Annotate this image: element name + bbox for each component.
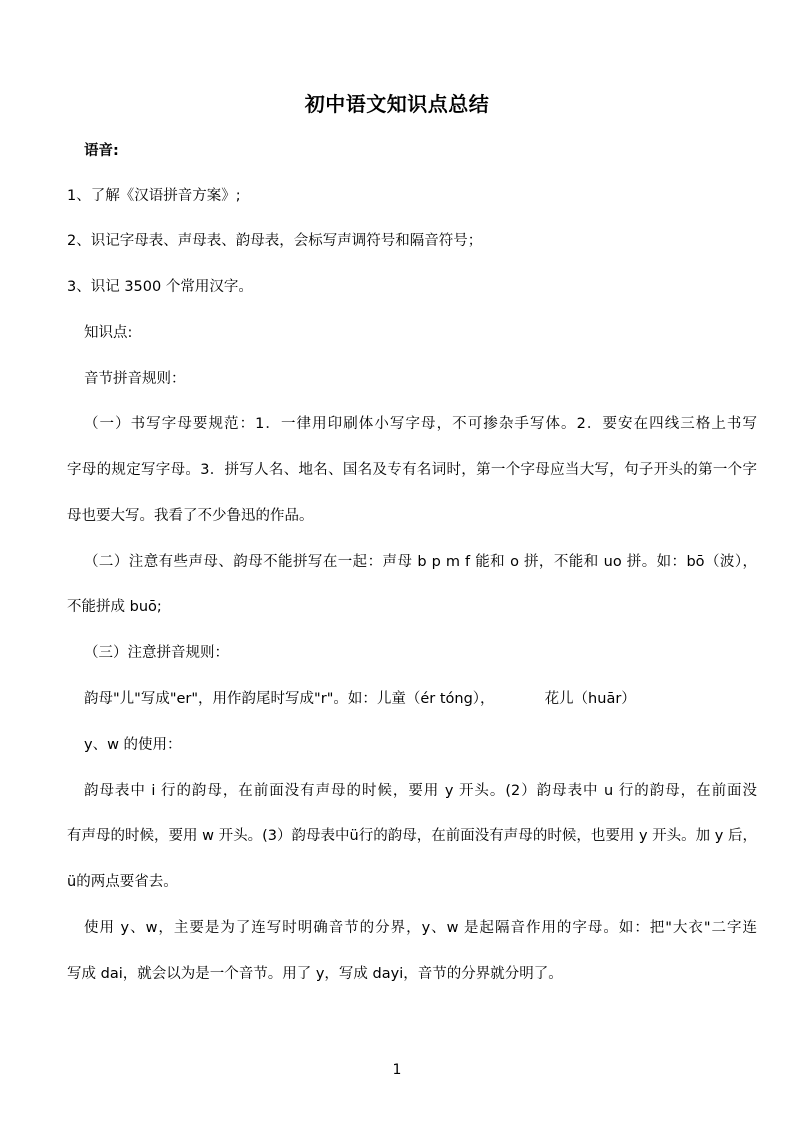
document-title: 初中语文知识点总结 (304, 92, 490, 116)
list-item-3: 3、识记 3500 个常用汉字。 (67, 279, 253, 295)
yw-paragraph2-line2: 写成 dai，就会以为是一个音节。用了 y，写成 dayi，音节的分界就分明了。 (67, 966, 563, 982)
yw-paragraph1-line1: 韵母表中 i 行的韵母，在前面没有声母的时候，要用 y 开头。(2）韵母表中 u 行的韵母，在前面没 (84, 783, 757, 799)
rule2-line1: （二）注意有些声母、韵母不能拼写在一起：声母 b p m f 能和 o 拼，不能和 uo 拼。如：bō（波）， (84, 554, 757, 570)
rule2-line2: 不能拼成 buō; (67, 599, 162, 615)
yw-paragraph1-line2: 有声母的时候，要用 w 开头。(3）韵母表中ü行的韵母，在前面没有声母的时候，也要用 y 开头。加 y 后， (67, 828, 757, 844)
yw-paragraph2-line1: 使用 y、w，主要是为了连写时明确音节的分界，y、w 是起隔音作用的字母。如：把"大衣"二字连 (84, 920, 757, 936)
rules-label: 音节拼音规则： (84, 371, 186, 387)
section-heading-phonetics: 语音: (84, 143, 119, 159)
page-number: 1 (392, 1062, 402, 1078)
list-item-2: 2、识记字母表、声母表、韵母表，会标写声调符号和隔音符号； (67, 233, 483, 249)
list-item-1: 1、了解《汉语拼音方案》; (67, 188, 241, 204)
yw-paragraph1-line3: ü的两点要省去。 (67, 874, 178, 890)
er-rule-line (84, 689, 636, 709)
er-rule-text: 韵母"儿"写成"er"，用作韵尾时写成"r"。如：儿童（ér tóng）， (84, 691, 495, 707)
knowledge-label: 知识点: (84, 325, 133, 341)
rule1-line1: （一）书写字母要规范：1．一律用印刷体小写字母，不可掺杂手写体。2．要安在四线三格上书写 (84, 416, 757, 432)
rule1-line2: 字母的规定写字母。3．拼写人名、地名、国名及专有名词时，第一个字母应当大写，句子开头的第一个字 (67, 462, 757, 478)
yw-label: y、w 的使用： (84, 737, 182, 753)
rule1-line3: 母也要大写。我看了不少鲁迅的作品。 (67, 508, 314, 524)
rule3-label: （三）注意拼音规则： (84, 645, 229, 661)
er-rule-example: 花儿（huār） (544, 691, 636, 707)
